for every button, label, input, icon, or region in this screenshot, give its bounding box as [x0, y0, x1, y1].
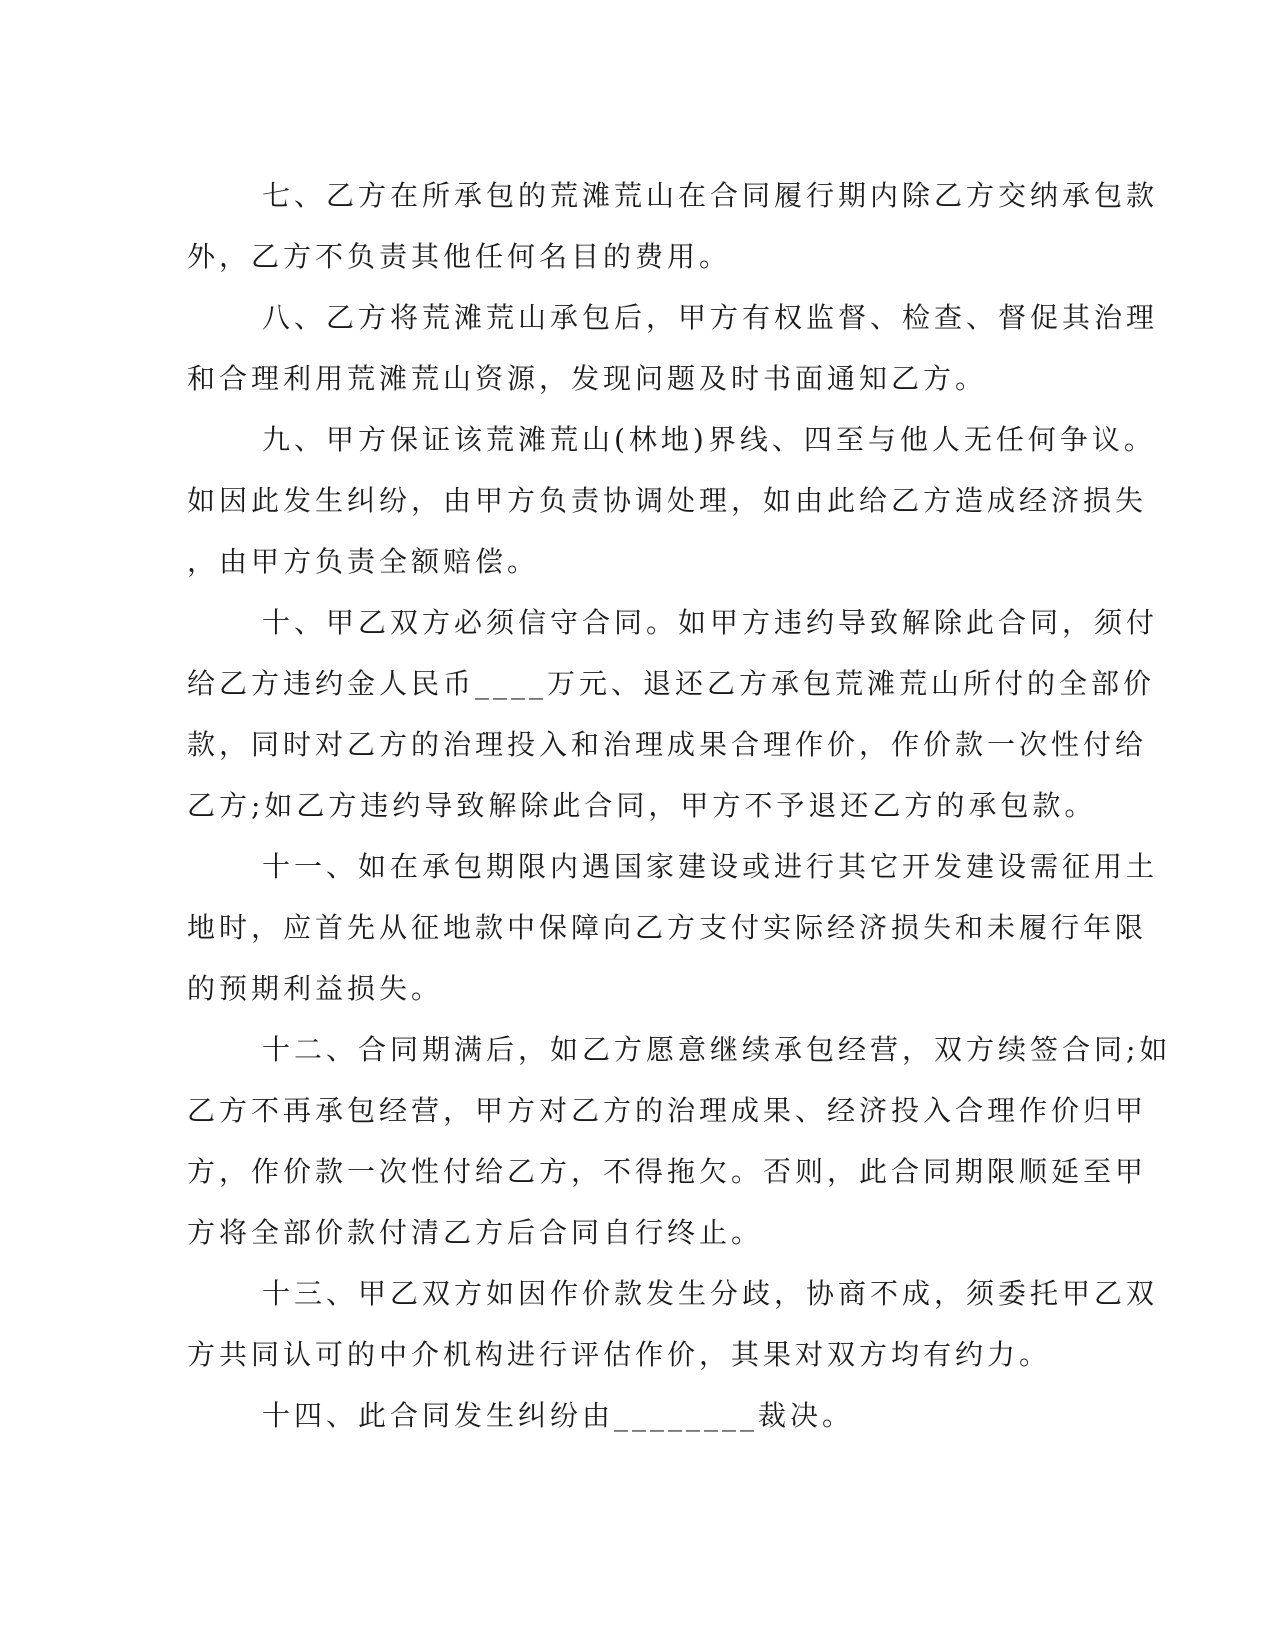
clause-12-line-4: 方将全部价款付清乙方后合同自行终止。 [187, 1216, 764, 1249]
clause-14-line-1: 十四、此合同发生纠纷由________裁决。 [262, 1399, 855, 1432]
clause-8-line-2: 和合理利用荒滩荒山资源，发现问题及时书面通知乙方。 [187, 362, 988, 395]
clause-9-line-1: 九、甲方保证该荒滩荒山(林地)界线、四至与他人无任何争议。 [262, 423, 1156, 456]
clause-12-line-2: 乙方不再承包经营，甲方对乙方的治理成果、经济投入合理作价归甲 [187, 1094, 1148, 1127]
clause-10-line-3: 款，同时对乙方的治理投入和治理成果合理作价，作价款一次性付给 [187, 728, 1148, 761]
clause-13-line-2: 方共同认可的中介机构进行评估作价，其果对双方均有约力。 [187, 1338, 1052, 1371]
clause-12-line-1: 十二、合同期满后，如乙方愿意继续承包经营，双方续签合同;如 [262, 1033, 1172, 1066]
clause-8-line-1: 八、乙方将荒滩荒山承包后，甲方有权监督、检查、督促其治理 [262, 301, 1159, 334]
clause-7-line-1: 七、乙方在所承包的荒滩荒山在合同履行期内除乙方交纳承包款 [262, 179, 1159, 212]
clause-10-line-2: 给乙方违约金人民币____万元、退还乙方承包荒滩荒山所付的全部价 [187, 667, 1156, 700]
clause-9-line-3: ，由甲方负责全额赔偿。 [187, 545, 540, 578]
clause-11-line-1: 十一、如在承包期限内遇国家建设或进行其它开发建设需征用土 [262, 850, 1159, 883]
clause-12-line-3: 方，作价款一次性付给乙方，不得拖欠。否则，此合同期限顺延至甲 [187, 1155, 1148, 1188]
clause-11-line-3: 的预期利益损失。 [187, 972, 444, 1005]
clause-9-line-2: 如因此发生纠纷，由甲方负责协调处理，如由此给乙方造成经济损失 [187, 484, 1148, 517]
clause-10-line-4: 乙方;如乙方违约导致解除此合同，甲方不予退还乙方的承包款。 [187, 789, 1097, 822]
clause-7-line-2: 外，乙方不负责其他任何名目的费用。 [187, 240, 732, 273]
document-body [187, 165, 1172, 1446]
clause-11-line-2: 地时，应首先从征地款中保障向乙方支付实际经济损失和未履行年限 [187, 911, 1148, 944]
clause-13-line-1: 十三、甲乙双方如因作价款发生分歧，协商不成，须委托甲乙双 [262, 1277, 1159, 1310]
clause-10-line-1: 十、甲乙双方必须信守合同。如甲方违约导致解除此合同，须付 [262, 606, 1159, 639]
